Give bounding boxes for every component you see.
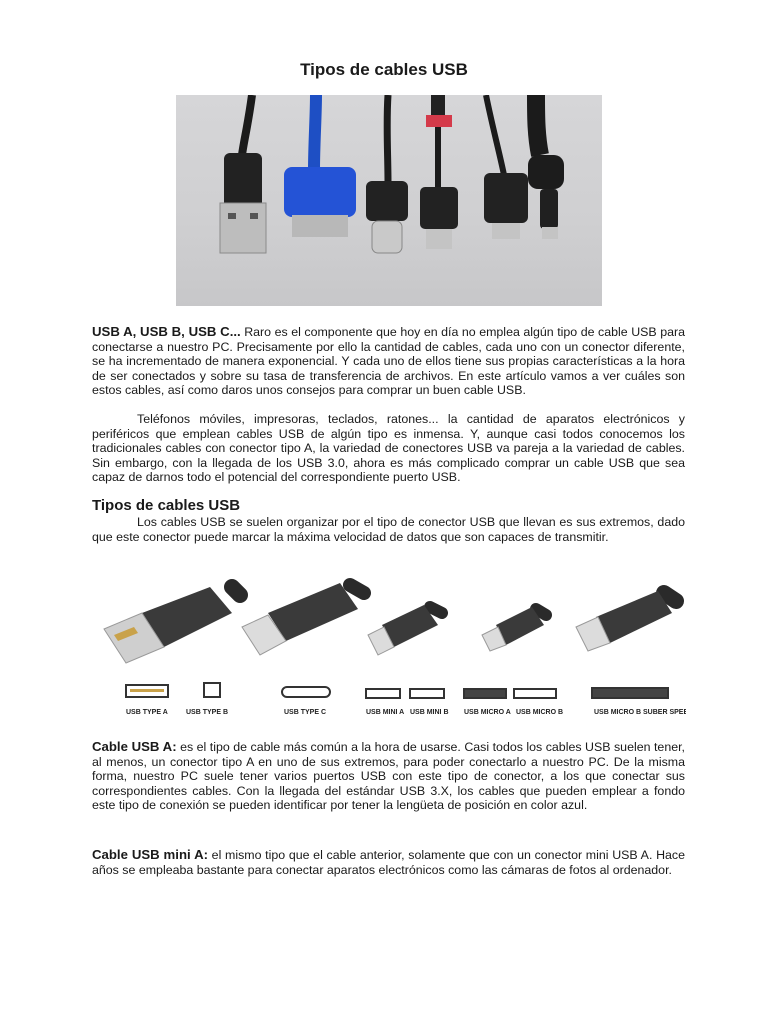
cable-usb-a-body: es el tipo de cable más común a la hora de usarse. Casi todos los cables USB suelen tener, al menos, un conector tipo A en uno de sus extremos, para poder conectarlo a nuestro PC. De la misma forma, nuestro PC suele tener varios puertos USB con este tipo de conector, a los que conectar sus correspondientes cables. Con la llegada del estándar USB 3.X, los cables que pueden emplear a fondo este tipo de conexión se pueden identificar por tener la lengüeta de posición en color azul. bbox=[92, 740, 685, 813]
page-title: Tipos de cables USB bbox=[300, 60, 468, 79]
intro-body: Raro es el componente que hoy en día no emplea algún tipo de cable USB para conectarse a nuestro PC. Precisamente por ello la cantidad de cables, cada uno con un conector diferente, se ha incrementado de manera exponencial. Y cada uno de ellos tiene sus propias características a la hora de ser conectados y sobre su tasa de transferencia de archivos. En este artículo vamos a ver cuáles son estos cables, así como daros unos consejos para comprar un buen cable USB. bbox=[92, 325, 685, 398]
usb-type-a-cable bbox=[104, 587, 240, 663]
label-usb-micro-a: USB MICRO A bbox=[464, 709, 511, 716]
intro-paragraph bbox=[92, 325, 685, 398]
label-usb-mini-a: USB MINI A bbox=[366, 709, 405, 716]
usb-micro-b-superspeed-cable bbox=[576, 591, 676, 651]
section-heading: Tipos de cables USB bbox=[92, 497, 241, 514]
label-usb-mini-b: USB MINI B bbox=[410, 709, 449, 716]
cable-usb-a-paragraph bbox=[92, 740, 685, 813]
usb-cables-photo bbox=[176, 95, 602, 306]
usb-type-c-cable bbox=[242, 583, 364, 655]
cable-usb-mini-a-paragraph bbox=[92, 848, 685, 877]
label-usb-type-a: USB TYPE A bbox=[126, 709, 168, 716]
usb-connector-types-diagram bbox=[92, 565, 686, 725]
usb-cables-photo-illustration bbox=[176, 95, 602, 306]
usb-micro-cable bbox=[482, 607, 546, 651]
section-paragraph: Los cables USB se suelen organizar por el tipo de conector USB que llevan es sus extremos, dado que este conector puede marcar la máxima velocidad de datos que son capaces de transmitir. bbox=[92, 515, 685, 544]
cable-usb-mini-a-body: el mismo tipo que el cable anterior, solamente que con un conector mini USB A. Hace años se empleaba bastante para conectar aparatos electrónicos como las cámaras de fotos al ordenador. bbox=[92, 848, 685, 877]
cable-usb-a-lead: Cable USB A: bbox=[92, 739, 177, 754]
usb-mini-cable bbox=[368, 605, 442, 655]
connector-port-shapes bbox=[126, 683, 668, 698]
label-usb-type-b: USB TYPE B bbox=[186, 709, 229, 716]
cable-usb-mini-a-lead: Cable USB mini A: bbox=[92, 847, 208, 862]
label-usb-type-c: USB TYPE C bbox=[284, 709, 327, 716]
intro-paragraph-2: Teléfonos móviles, impresoras, teclados, ratones... la cantidad de aparatos electrónicos y periféricos que emplean cables USB de algún tipo es inmensa. Y, aunque casi todos conocemos los tradicionales cables con conector tipo A, la variedad de conectores USB va pareja a la variedad de cables. Sin embargo, con la llegada de los USB 3.0, ahora es más complicado comprar un cable USB que sea capaz de darnos todo el potencial del correspondiente puerto USB. bbox=[92, 412, 685, 485]
label-usb-micro-b: USB MICRO B bbox=[516, 709, 564, 716]
intro-lead: USB A, USB B, USB C... bbox=[92, 324, 241, 339]
label-usb-micro-b-super-speed: USB MICRO B SUBER SPEED bbox=[594, 709, 686, 716]
